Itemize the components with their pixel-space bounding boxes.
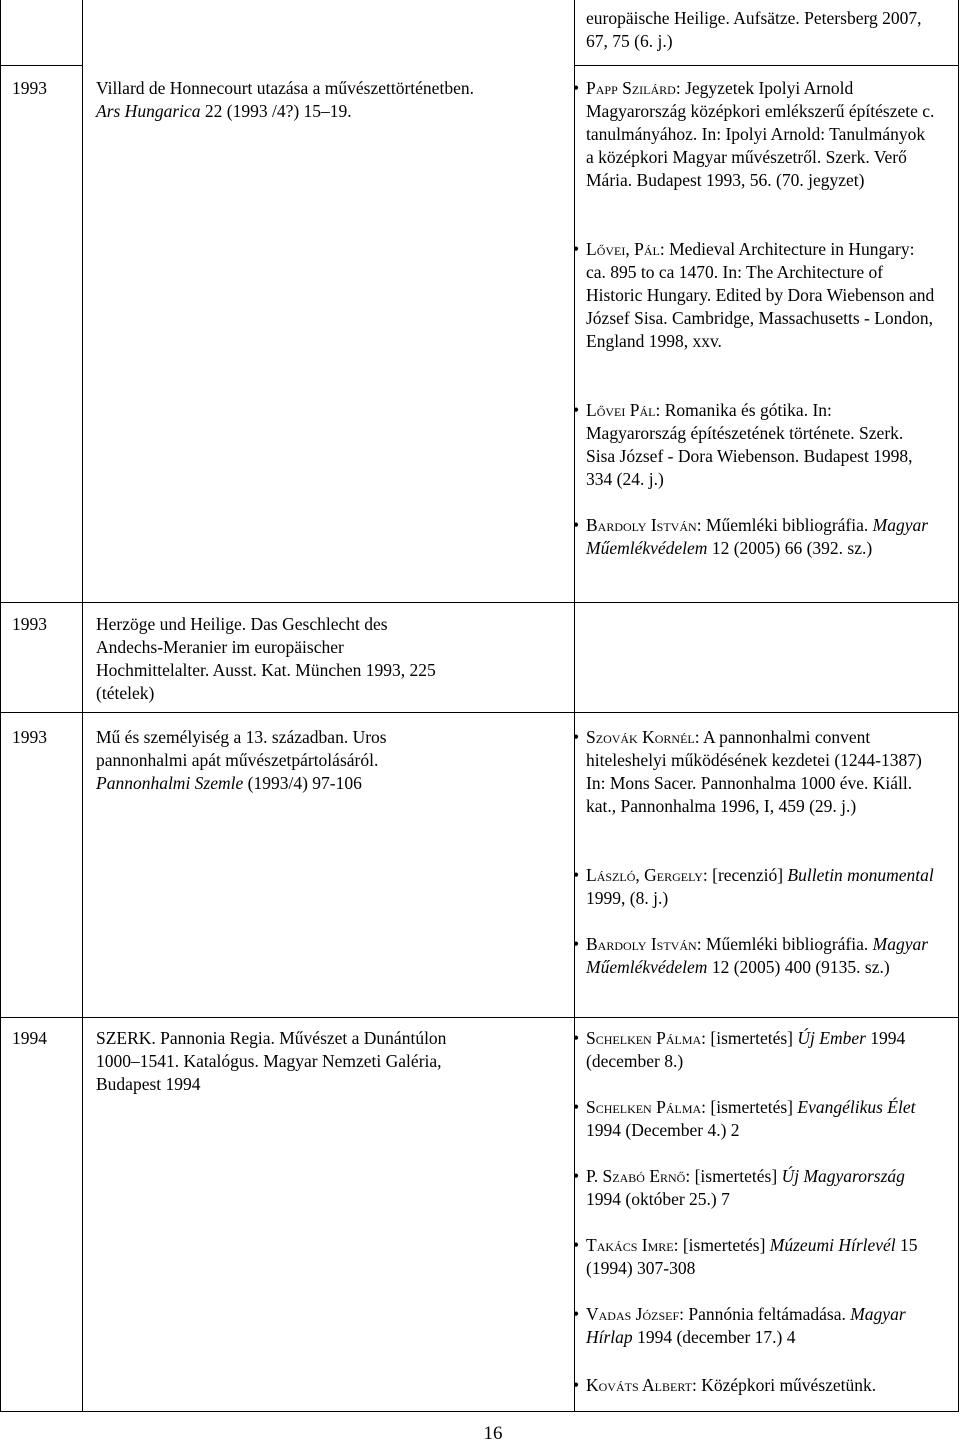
reference-item: • Bardoly István: Műemléki bibliográfia. Magyar Műemlékvédelem 12 (2005) 400 (9135. sz.) — [573, 934, 929, 977]
reference-item: • Lővei Pál: Romanika és gótika. In: Magyarország építészetének története. Szerk. Sisa József - Dora Wiebenson. Budapest 1998, 334 (24. j.) — [573, 400, 913, 489]
row-year: 1993 — [12, 614, 47, 634]
row-line — [574, 65, 959, 66]
reference-item: • Schelken Pálma: [ismertetés] Új Ember 1994 (december 8.) — [573, 1028, 906, 1071]
reference-item: • P. Szabó Ernő: [ismertetés] Új Magyarország 1994 (október 25.) 7 — [573, 1166, 905, 1209]
table-border-right — [958, 0, 959, 1412]
reference-item: • Kováts Albert: Középkori művészetünk. — [573, 1375, 877, 1395]
reference-item: • Takács Imre: [ismertetés] Múzeumi Hírlevél 15 (1994) 307-308 — [573, 1235, 918, 1278]
row-work: Herzöge und Heilige. Das Geschlecht des Andechs-Meranier im europäischer Hochmittelalter. Ausst. Kat. München 1993, 225 (tételek) — [96, 614, 436, 703]
row-year: 1993 — [12, 78, 47, 98]
table-border-left — [0, 0, 1, 1412]
reference-item: • Szovák Kornél: A pannonhalmi convent hiteleshelyi működésének kezdetei (1244-1387) In: Mons Sacer. Pannonhalma 1000 éve. Kiáll. kat., Pannonhalma 1996, I, 459 (29. j.) — [573, 727, 922, 816]
reference-item: • László, Gergely: [recenzió] Bulletin monumental 1999, (8. j.) — [573, 865, 934, 908]
reference-item: • Lővei, Pál: Medieval Architecture in Hungary: ca. 895 to ca 1470. In: The Architecture of Historic Hungary. Edited by Dora Wiebenson and József Sisa. Cambridge, Massachusetts - London, England 1998, xxv. — [573, 239, 935, 351]
row-work: SZERK. Pannonia Regia. Művészet a Dunántúlon 1000–1541. Katalógus. Magyar Nemzeti Galéria, Budapest 1994 — [96, 1028, 447, 1094]
row-year: 1994 — [12, 1028, 47, 1048]
row-line — [0, 1017, 959, 1018]
row-year: 1993 — [12, 727, 47, 747]
row-line — [0, 712, 959, 713]
reference-item: • Schelken Pálma: [ismertetés] Evangélikus Élet 1994 (December 4.) 2 — [573, 1097, 916, 1140]
page-number: 16 — [483, 1423, 503, 1444]
row-work: Villard de Honnecourt utazása a művészettörténetben. Ars Hungarica 22 (1993 /4?) 15–19. — [96, 78, 474, 121]
reference-item: • Bardoly István: Műemléki bibliográfia. Magyar Műemlékvédelem 12 (2005) 66 (392. sz.) — [573, 515, 929, 558]
table-column-divider-2 — [574, 0, 575, 1412]
reference-item: • Papp Szilárd: Jegyzetek Ipolyi Arnold Magyarország középkori emlékszerű építészete c. tanulmányához. In: Ipolyi Arnold: Tanulmányok a középkori Magyar művészetről. Szerk. Verő Mária. Budapest 1993, 56. (70. jegyzet) — [573, 78, 935, 190]
continuation-text: europäische Heilige. Aufsätze. Petersberg 2007, 67, 75 (6. j.) — [586, 8, 922, 51]
table-column-divider-1 — [82, 0, 83, 1412]
row-line — [0, 602, 959, 603]
table-border-bottom — [0, 1411, 959, 1412]
reference-item: • Vadas József: Pannónia feltámadása. Magyar Hírlap 1994 (december 17.) 4 — [573, 1304, 906, 1347]
row-line — [0, 65, 82, 66]
row-work: Mű és személyiség a 13. században. Uros pannonhalmi apát művészetpártolásáról. Pannonhalmi Szemle (1993/4) 97-106 — [96, 727, 387, 793]
